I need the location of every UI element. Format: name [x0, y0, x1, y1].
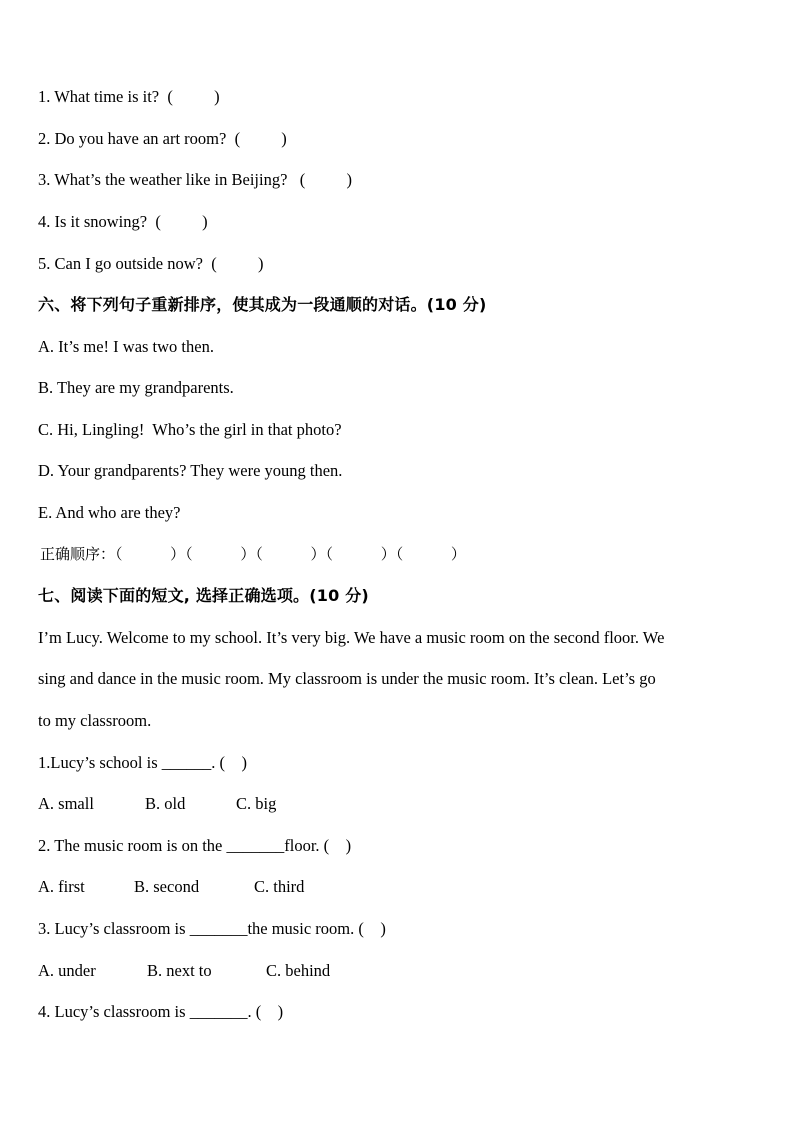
sentence-line: B. They are my grandparents. — [38, 378, 234, 397]
passage-line: sing and dance in the music room. My classroom is under the music room. It’s clean. Let’s go — [38, 669, 656, 688]
section6-heading: 六、将下列句子重新排序，使其成为一段通顺的对话。(10 分) — [38, 295, 487, 314]
question-line: 5. Can I go outside now? ( ) — [38, 254, 264, 273]
option: A. small — [38, 794, 94, 813]
section7-heading: 七、阅读下面的短文, 选择正确选项。(10 分) — [38, 586, 369, 605]
question-line: 3. What’s the weather like in Beijing? ( ) — [38, 170, 353, 189]
question-stem: 2. The music room is on the _______floor. ( ) — [38, 836, 352, 855]
sentence-line: C. Hi, Lingling! Who’s the girl in that photo? — [38, 420, 342, 439]
sentence-line: A. It’s me! I was two then. — [38, 337, 214, 356]
passage-line: I’m Lucy. Welcome to my school. It’s very big. We have a music room on the second floor. We — [38, 628, 665, 647]
option: B. next to — [147, 961, 212, 980]
question-stem: 3. Lucy’s classroom is _______the music room. ( ) — [38, 919, 386, 938]
sentence-line: D. Your grandparents? They were young then. — [38, 461, 343, 480]
question-line: 4. Is it snowing? ( ) — [38, 212, 208, 231]
answer-order-line: 正确顺序：（ ）（ ）（ ）（ ）（ ） — [40, 545, 466, 563]
sentence-line: E. And who are they? — [38, 503, 181, 522]
option: B. old — [145, 794, 186, 813]
option: A. under — [38, 961, 96, 980]
option: B. second — [134, 877, 200, 896]
option: A. first — [38, 877, 85, 896]
option: C. behind — [266, 961, 331, 980]
question-line: 1. What time is it? ( ) — [38, 87, 220, 106]
question-stem: 1.Lucy’s school is ______. ( ) — [38, 753, 247, 772]
passage-line: to my classroom. — [38, 711, 152, 730]
question-stem: 4. Lucy’s classroom is _______. ( ) — [38, 1002, 284, 1021]
question-line: 2. Do you have an art room? ( ) — [38, 129, 287, 148]
option: C. third — [254, 877, 305, 896]
option: C. big — [236, 794, 277, 813]
